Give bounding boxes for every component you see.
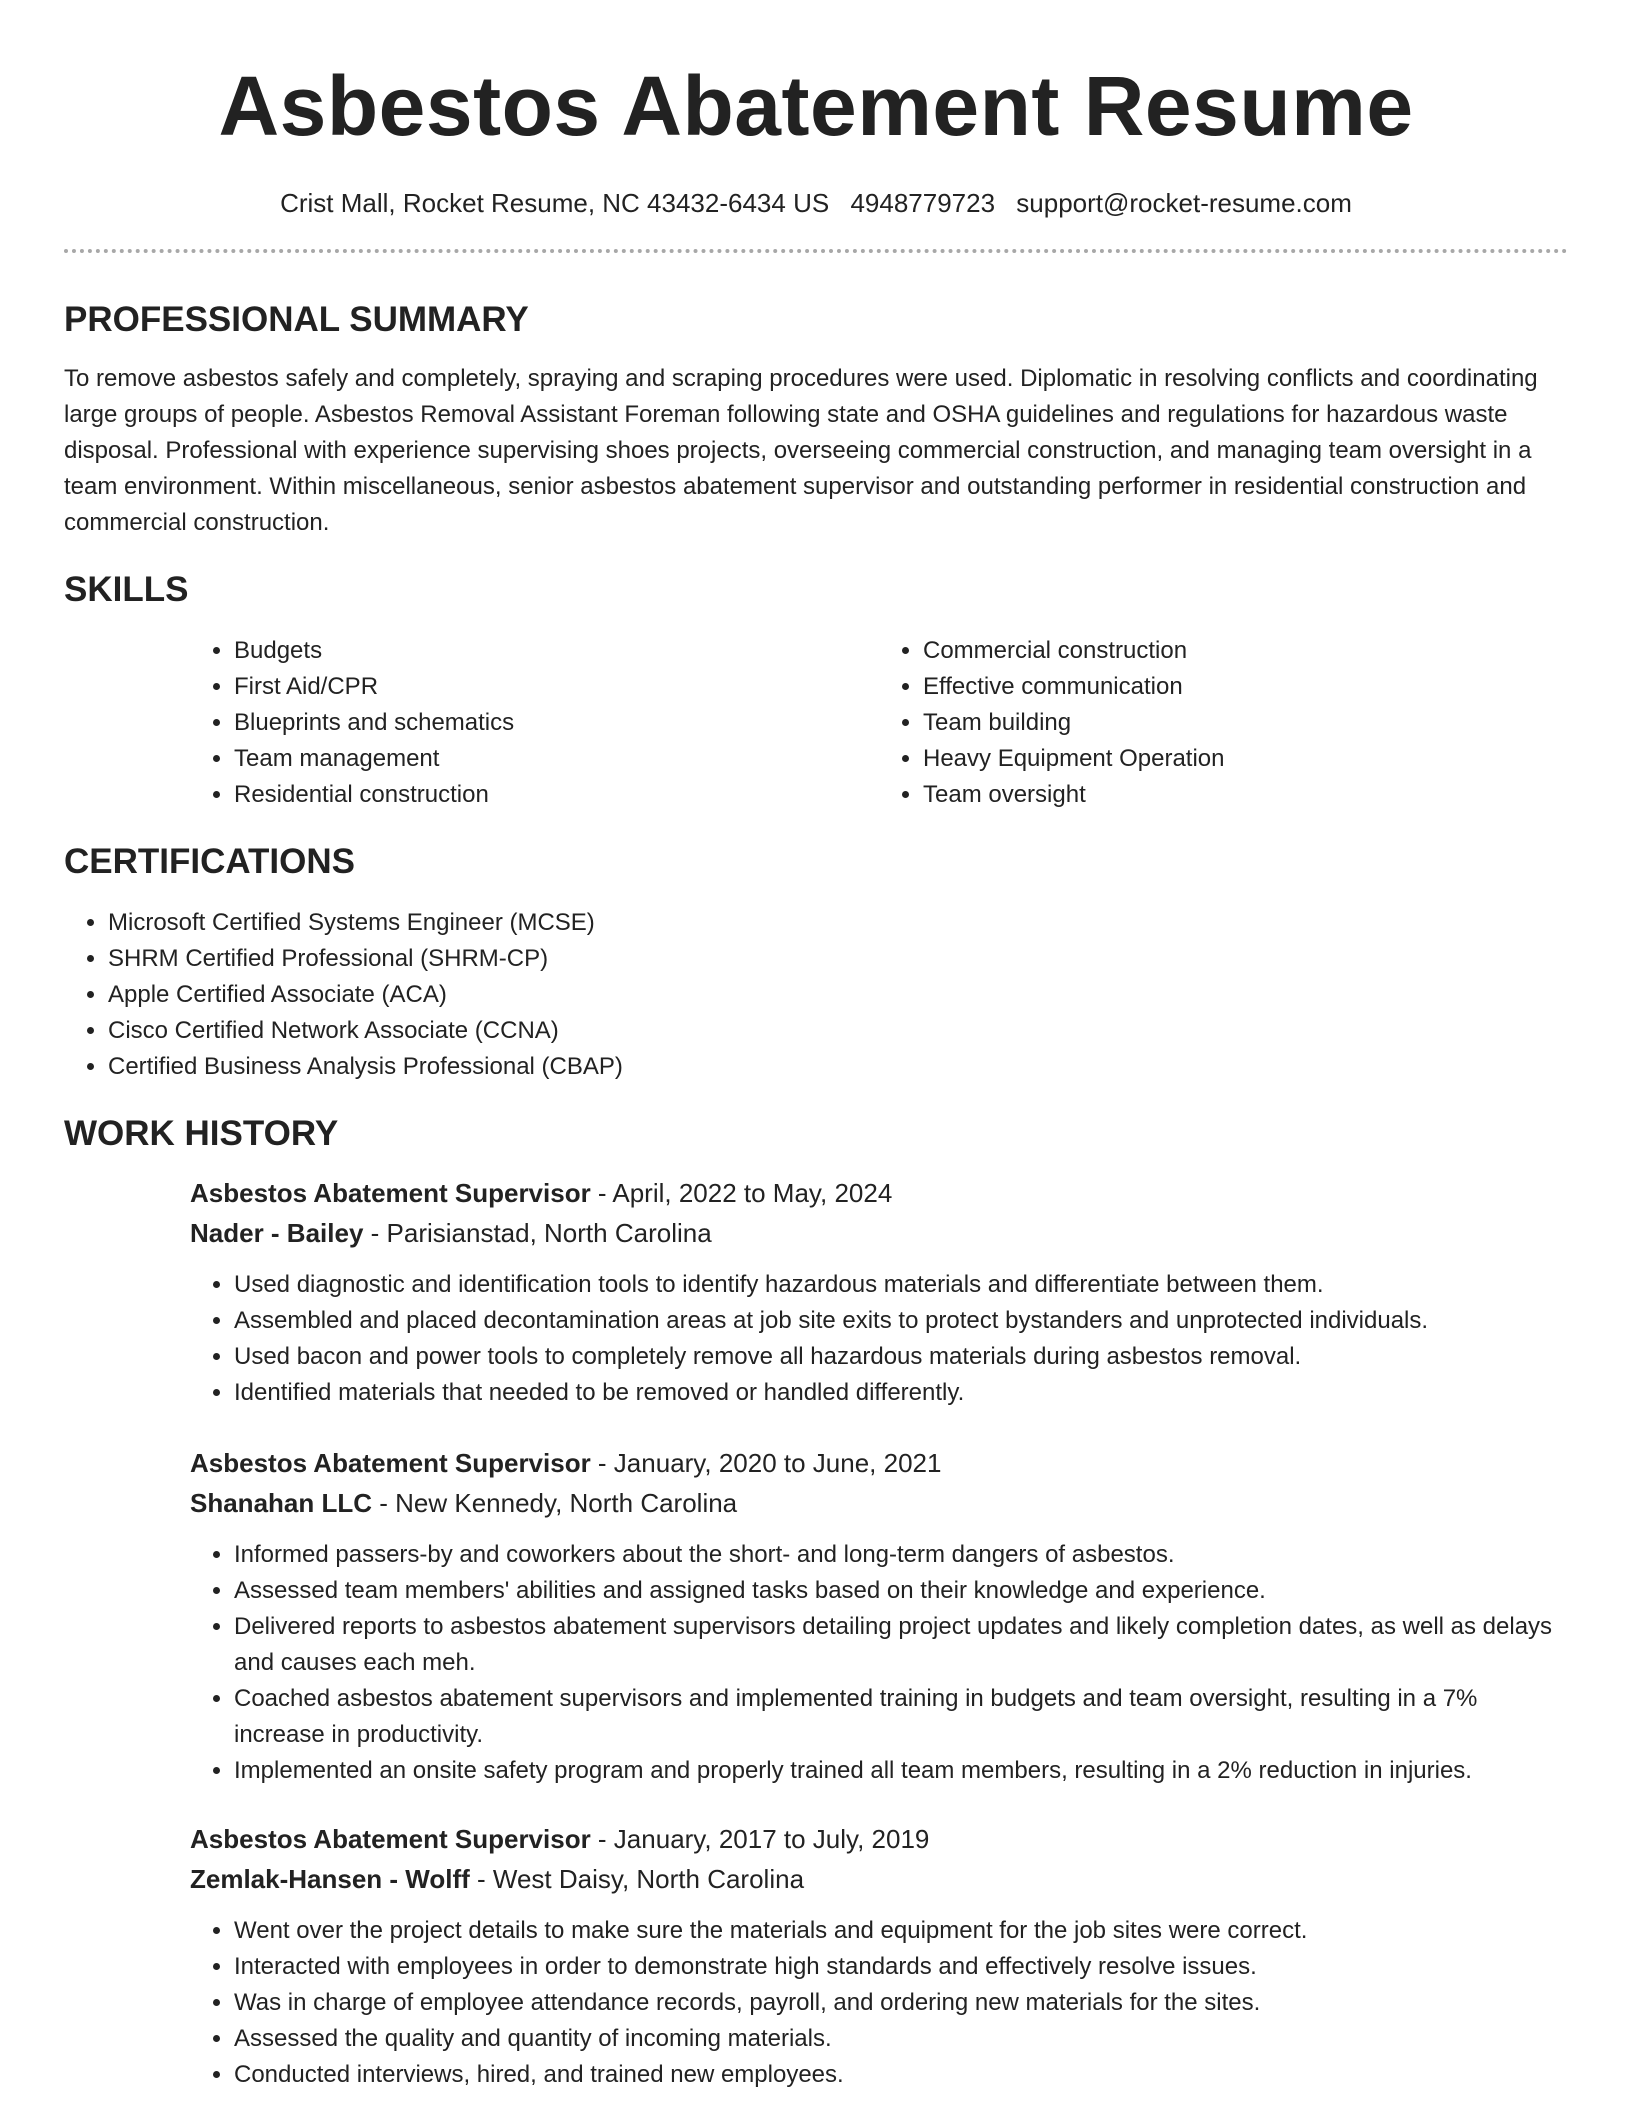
list-item: • Implemented an onsite safety program and properly trained all team members, resulting in a 2% reduction in injuries. [234, 1753, 1568, 1789]
list-item: • Went over the project details to make sure the materials and equipment for the job sites were correct. [234, 1913, 1568, 1949]
certifications-section [64, 841, 1568, 1085]
job-company-line [190, 1485, 1568, 1521]
list-item: • Commercial construction [923, 633, 1568, 669]
job-company-line [190, 1861, 1568, 1897]
list-item: • Effective communication [923, 669, 1568, 705]
list-item: • Interacted with employees in order to demonstrate high standards and effectively resolve issues. [234, 1949, 1568, 1985]
list-item: • Team management [234, 741, 879, 777]
job-entry [190, 1175, 1568, 1411]
list-item: • Coached asbestos abatement supervisors and implemented training in budgets and team oversight, resulting in a 7% increase in productivity. [234, 1681, 1568, 1753]
list-item: • Assessed the quality and quantity of incoming materials. [234, 2021, 1568, 2057]
job-title-line [190, 1175, 1568, 1211]
list-item: • Apple Certified Associate (ACA) [108, 977, 1568, 1013]
list-item: • Was in charge of employee attendance records, payroll, and ordering new materials for the sites. [234, 1985, 1568, 2021]
list-item: • Residential construction [234, 777, 879, 813]
resume-title: Asbestos Abatement Resume [218, 59, 1414, 153]
contact-line [0, 187, 1632, 219]
job-dates: - January, 2020 to June, 2021 [590, 1448, 942, 1478]
job-bullets [190, 1537, 1568, 1789]
list-item: • Used bacon and power tools to completely remove all hazardous materials during asbestos removal. [234, 1339, 1568, 1375]
summary-section [64, 299, 1568, 541]
list-item: • Assembled and placed decontamination areas at job site exits to protect bystanders and unprotected individuals. [234, 1303, 1568, 1339]
summary-text: To remove asbestos safely and completely, spraying and scraping procedures were used. Diplomatic in resolving conflicts and coordinating large groups of people. Asbestos Removal Assistant Foreman following state and OSHA guidelines and regulations for hazardous waste disposal. Professional with experience supervising shoes projects, overseeing commercial construction, and managing team oversight in a team environment. Within miscellaneous, senior asbestos abatement supervisor and outstanding performer in residential construction and commercial construction. [64, 365, 1538, 536]
job-title: Asbestos Abatement Supervisor [190, 1178, 591, 1208]
certifications-heading: CERTIFICATIONS [64, 842, 356, 881]
job-company: Nader - Bailey [190, 1218, 364, 1248]
skills-grid [190, 633, 1568, 813]
job-location: - Parisianstad, North Carolina [363, 1218, 712, 1248]
contact-email: support@rocket-resume.com [1016, 188, 1352, 218]
list-item: • Blueprints and schematics [234, 705, 879, 741]
certifications-list [64, 905, 1568, 1085]
list-item: • Informed passers-by and coworkers about the short- and long-term dangers of asbestos. [234, 1537, 1568, 1573]
list-item: • Cisco Certified Network Associate (CCNA) [108, 1013, 1568, 1049]
list-item: • Microsoft Certified Systems Engineer (MCSE) [108, 905, 1568, 941]
skills-section [64, 569, 1568, 813]
skills-list-left [190, 633, 879, 813]
list-item: • First Aid/CPR [234, 669, 879, 705]
job-location: - New Kennedy, North Carolina [372, 1488, 738, 1518]
list-item: • Heavy Equipment Operation [923, 741, 1568, 777]
job-dates: - January, 2017 to July, 2019 [590, 1824, 930, 1854]
list-item: • Assessed team members' abilities and assigned tasks based on their knowledge and experience. [234, 1573, 1568, 1609]
list-item: • Delivered reports to asbestos abatement supervisors detailing project updates and likely completion dates, as well as delays and causes each meh. [234, 1609, 1568, 1681]
job-company: Shanahan LLC [190, 1488, 373, 1518]
job-bullets [190, 1267, 1568, 1411]
header-divider [64, 249, 1568, 253]
list-item: • Team oversight [923, 777, 1568, 813]
list-item: • Used diagnostic and identification tools to identify hazardous materials and differentiate between them. [234, 1267, 1568, 1303]
list-item: • SHRM Certified Professional (SHRM-CP) [108, 941, 1568, 977]
job-title-line [190, 1821, 1568, 1857]
skills-heading: SKILLS [64, 570, 189, 609]
work-history-section [64, 1113, 1568, 2093]
skills-list-right [879, 633, 1568, 813]
job-location: - West Daisy, North Carolina [469, 1864, 805, 1894]
contact-phone: 4948779723 [850, 188, 996, 218]
list-item: • Certified Business Analysis Professional (CBAP) [108, 1049, 1568, 1085]
list-item: • Conducted interviews, hired, and trained new employees. [234, 2057, 1568, 2093]
job-title: Asbestos Abatement Supervisor [190, 1448, 591, 1478]
contact-address: Crist Mall, Rocket Resume, NC 43432-6434 US [280, 188, 830, 218]
list-item: • Team building [923, 705, 1568, 741]
job-entry [190, 1821, 1568, 2093]
list-item: • Budgets [234, 633, 879, 669]
job-bullets [190, 1913, 1568, 2093]
job-company: Zemlak-Hansen - Wolff [190, 1864, 470, 1894]
summary-heading: PROFESSIONAL SUMMARY [64, 300, 529, 339]
job-dates: - April, 2022 to May, 2024 [590, 1178, 893, 1208]
work-history-heading: WORK HISTORY [64, 1114, 339, 1153]
job-entry [190, 1445, 1568, 1789]
job-title-line [190, 1445, 1568, 1481]
job-title: Asbestos Abatement Supervisor [190, 1824, 591, 1854]
list-item: • Identified materials that needed to be removed or handled differently. [234, 1375, 1568, 1411]
job-company-line [190, 1215, 1568, 1251]
